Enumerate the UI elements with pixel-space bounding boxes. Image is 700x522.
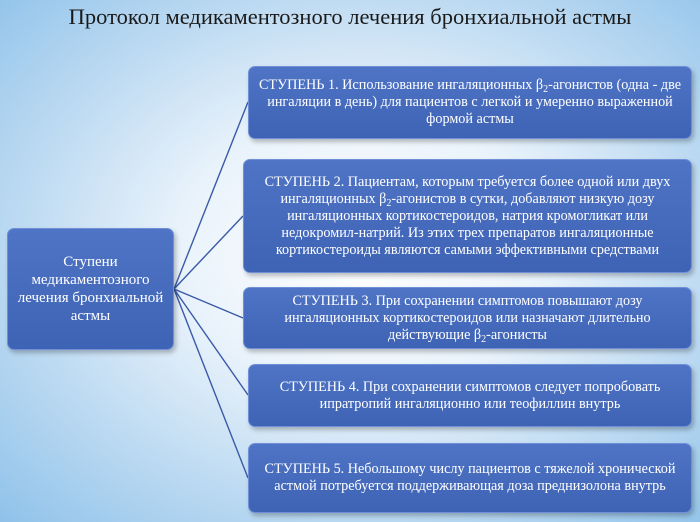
step-1-text: СТУПЕНЬ 1. Использование ингаляционных $\beta_2$-агонистов (одна - две ингаляции в день) для пациентов с легкой и умеренно выраженной формой астмы xyxy=(258,77,682,127)
step-2-text: СТУПЕНЬ 2. Пациентам, которым требуется более одной или двух ингаляционных $\beta_2$-агонистов в сутки, добавляют низкую дозу ингаляционных кортикостероидов, натрия кромогликат или недокромил-натрий. Из этих трех препаратов ингаляционные кортикостероиды являются самыми эффективными средствами xyxy=(264,173,671,258)
root-node xyxy=(7,228,174,350)
connector-step-1 xyxy=(174,102,248,289)
step-2-box xyxy=(243,159,692,273)
diagram-title: Протокол медикаментозного лечения бронхиальной астмы xyxy=(68,4,632,29)
step-1-box xyxy=(248,66,692,139)
root-node-label: Ступени медикаментозного лечения бронхиальной астмы xyxy=(17,254,164,324)
step-4-text: СТУПЕНЬ 4. При сохранении симптомов следует попробовать ипратропий ингаляционно или теофиллин внутрь xyxy=(279,378,661,412)
step-3-box xyxy=(243,287,692,349)
connector-step-2 xyxy=(174,216,243,289)
step-3-text: СТУПЕНЬ 3. При сохранении симптомов повышают дозу ингаляционных кортикостероидов или назначают длительно действующие $\beta_2$-агонисты xyxy=(284,292,651,345)
step-5-text: СТУПЕНЬ 5. Небольшому числу пациентов с тяжелой хронической астмой потребуется поддерживающая доза преднизолона внутрь xyxy=(264,461,676,494)
step-4-box xyxy=(248,364,692,427)
connector-step-5 xyxy=(174,289,248,478)
step-5-box xyxy=(248,443,692,513)
